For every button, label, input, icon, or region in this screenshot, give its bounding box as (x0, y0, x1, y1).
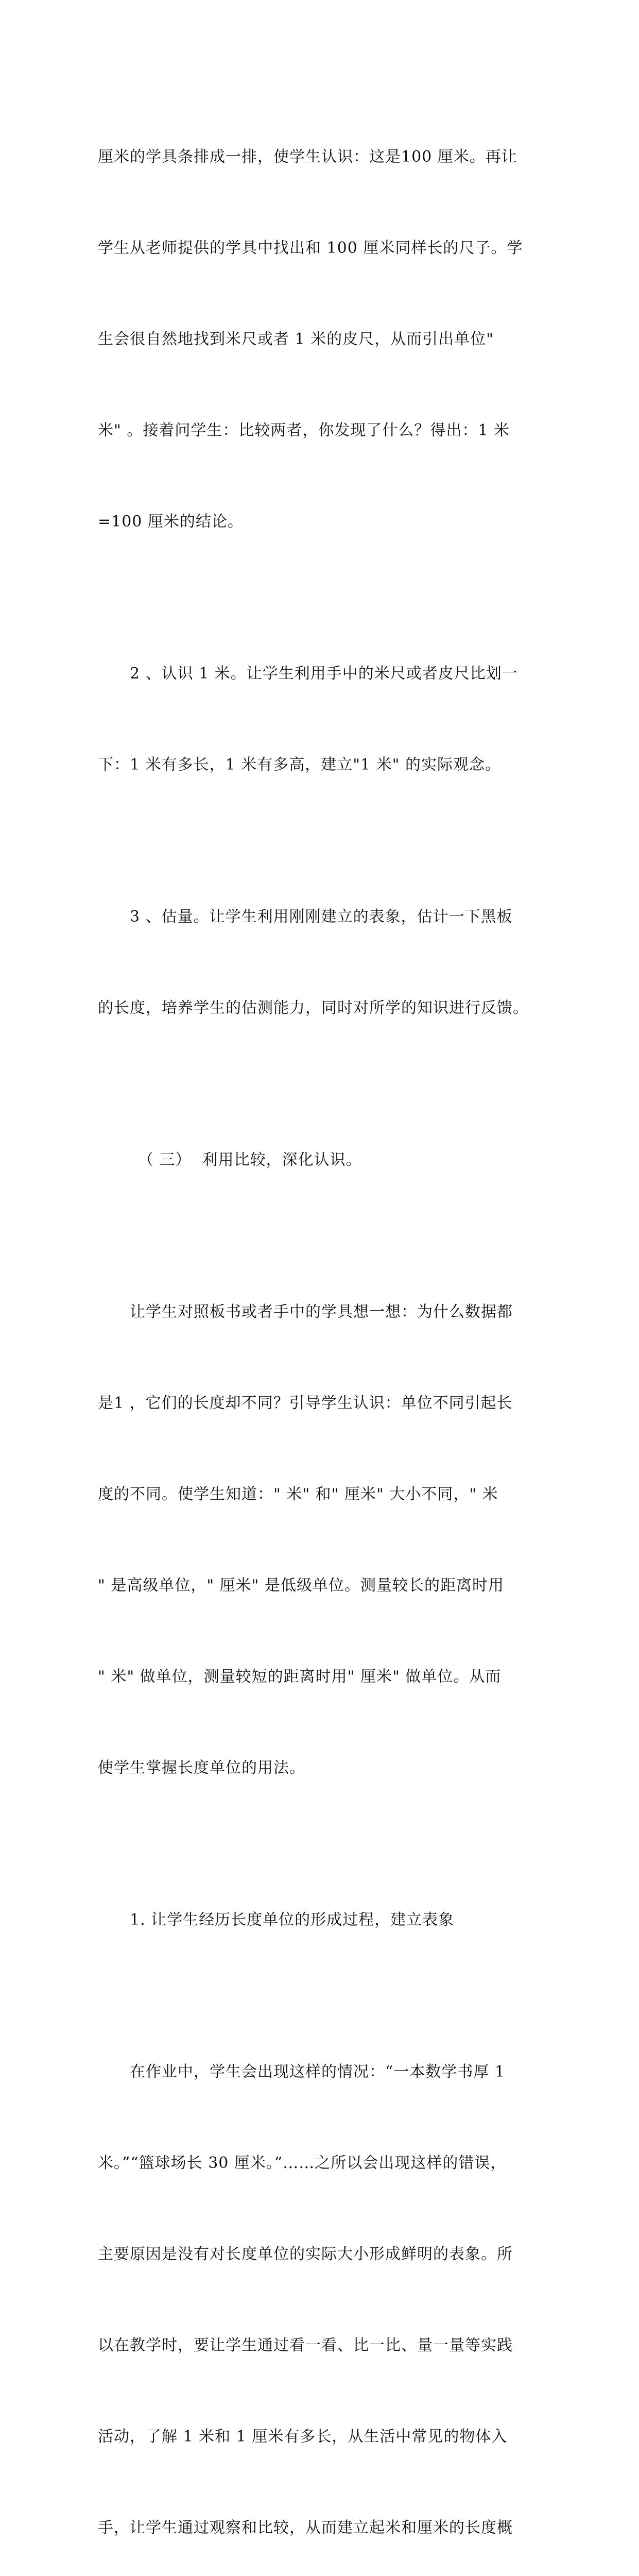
text-line: 米。”“篮球场长 30 厘米。”……之所以会出现这样的错误， (98, 2154, 507, 2172)
heading-line: 1. 让学生经历长度单位的形成过程，建立表象 (130, 1911, 455, 1929)
text-line: 度的不同。使学生知道：" 米" 和" 厘米" 大小不同，" 米 (98, 1485, 498, 1503)
text-line: " 是高级单位，" 厘米" 是低级单位。测量较长的距离时用 (98, 1577, 505, 1595)
text-line: 让学生对照板书或者手中的学具想一想：为什么数据都 (130, 1303, 513, 1321)
paragraph-2 (98, 598, 551, 841)
text-line: 手，让学生通过观察和比较，从而建立起米和厘米的长度概 (98, 2519, 513, 2537)
text-line: 学生从老师提供的学具中找出和 100 厘米同样长的尺子。学 (98, 239, 523, 257)
paragraph-5 (98, 1996, 551, 2576)
text-line: 生会很自然地找到米尺或者 1 米的皮尺，从而引出单位" (98, 330, 494, 348)
text-line: 的长度，培养学生的估测能力，同时对所学的知识进行反馈。 (98, 999, 529, 1017)
heading-line: （ 三） 利用比较，深化认识。 (138, 1151, 362, 1169)
text-line: =100 厘米的结论。 (98, 513, 244, 531)
section-heading (98, 1084, 551, 1236)
numbered-heading (98, 1844, 551, 1996)
paragraph-1 (98, 81, 551, 598)
text-line: 厘米的学具条排成一排，使学生认识：这是100 厘米。再让 (98, 148, 517, 166)
text-line: 下：1 米有多长，1 米有多高，建立"1 米" 的实际观念。 (98, 756, 502, 774)
paragraph-4 (98, 1236, 551, 1844)
paragraph-3 (98, 841, 551, 1084)
text-line: 米" 。接着问学生：比较两者，你发现了什么？得出：1 米 (98, 421, 510, 439)
text-line: 以在教学时，要让学生通过看一看、比一比、量一量等实践 (98, 2336, 513, 2354)
text-line: " 米" 做单位，测量较短的距离时用" 厘米" 做单位。从而 (98, 1668, 502, 1686)
text-line: 2 、认识 1 米。让学生利用手中的米尺或者皮尺比划一 (130, 665, 518, 683)
text-line: 3 、估量。让学生利用刚刚建立的表象，估计一下黑板 (130, 908, 513, 926)
text-line: 使学生掌握长度单位的用法。 (98, 1759, 305, 1777)
text-line: 是1 ，它们的长度却不同？引导学生认识：单位不同引起长 (98, 1394, 513, 1412)
text-line: 在作业中，学生会出现这样的情况：“一本数学书厚 1 (130, 2063, 505, 2081)
document-body (98, 81, 551, 2576)
text-line: 主要原因是没有对长度单位的实际大小形成鲜明的表象。所 (98, 2245, 513, 2263)
text-line: 活动，了解 1 米和 1 厘米有多长，从生活中常见的物体入 (98, 2428, 508, 2446)
